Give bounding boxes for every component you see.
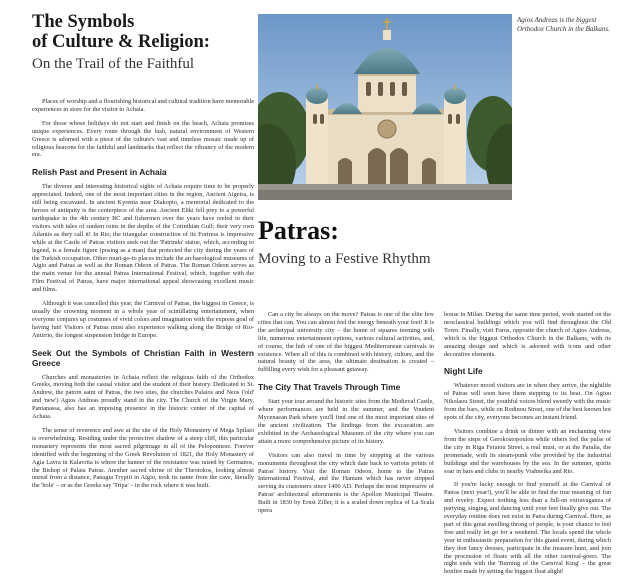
paragraph: Whatever mood visitors are in when they arrive, the nightlife of Patras will soon have them stepping to its beat. On Agiou Nikolaou Street, the youthful voices blend sweetly with the music from the bars, while on Rodinou Street, one of the best known hot spots of the city, everyone becomes an instant friend.	[444, 382, 611, 422]
agios-andreas-church-illustration	[258, 14, 512, 200]
title-line-2: of Culture & Religion:	[32, 32, 210, 52]
patras-title: Patras:	[258, 216, 339, 245]
photo-caption: Agios Andreas is the biggest Orthodox Church in the Balkans.	[517, 16, 610, 33]
paragraph: Although it was cancelled this year, the Carnival of Patras, the biggest in Greece, is usually the crowning moment in a whole year of scintillating entertainment, when everyone conjures up costumes of vivid colors and imagination with the express goal of having fun! Visitors of Patras must also experience walking along the Bridge of Rio-Antirrio, the longest suspension bridge in Europe.	[32, 300, 254, 339]
section-heading: Seek Out the Symbols of Christian Faith in Western Greece	[32, 347, 254, 368]
right-column	[444, 311, 611, 582]
paragraph: Visitors can also travel in time by stopping at the various monuments throughout the city which date back to various points of Patras' history. Visit the Roman Odeon, home to the Patras International Festival, and the Hamam which has never stopped serving its customers since 1400 AD. Perhaps the most impressive of Patras' architectural adornments is the Apollon Municipal Theatre. Built in 1830 by Ernst Ziller, it is a scaled down replica of La Scala opera	[258, 451, 434, 515]
article-title	[32, 12, 257, 52]
church-photo	[258, 14, 512, 200]
paragraph: For those whose holidays do not start and finish on the beach, Achaia promises unique experiences. Every route through the lush, natural environment of Western Greece is adorned with a piece of the culture's vast and timeless mosaic made up of religious beacons for the faithful and landmarks that reflect the vibrancy of the modern era.	[32, 119, 254, 159]
paragraph: Churches and monasteries in Achaia reflect the religious faith of the Orthodox Greeks, moving both the casual visitor and the student of their history. Dedicated to St. Andrew, the patron saint of Patras, the two sites, the churches Palaios and Neos ('old' and 'new') Agios Andreas proudly stand in the city. The Church of the Virgin Mary, Pantanassa, also has an imposing presence in the historic center of the capital of Achaia.	[32, 373, 254, 421]
paragraph: Can a city be always on the move? Patras is one of the elite few cities that can. You can almost feel the energy beneath your feet! It is the archetypal university city – the home of squares teeming with life, numerous entertainment options, various cultural activities, and, of course, the hub of one of the biggest Mediterranean carnivals in existence. When all of this is combined with history, culture, and the natural beauty of the area, the ultimate destination is created – fulfilling every wish for a pleasant getaway.	[258, 311, 434, 374]
paragraph: Start your tour around the historic sites from the Medieval Castle, where performances are held in the summer, and the Voudeni Mycenaean Park where you'll find one of the most important sites of the ancient civilization. The findings from the excavation are exhibited in the Archaeological Museum of the city where you can attain a more comprehensive picture of its history.	[258, 398, 434, 445]
paragraph: If you're lucky enough to find yourself at the Carnival of Patras (next year!), you'll be able to find the true meaning of fun and revelry. Expect nothing less than a full-on extravaganza of partying, singing, and dancing until your feet finally give out. The everyday routine does not exist in Patra during Carnival. Here, as part of this great swelling throng of people, is your chance to feel free and really let go for a weekend. The locals spend the whole year in enthusiastic preparation for this grand event, during which they don fancy dresses, participate in the treasure hunt, and join the procession of floats with all the other carnival-goers. The night ends with the 'Burning of the Carnival King' – the great bonfire made by setting the biggest float alight!	[444, 481, 611, 576]
patras-subtitle: Moving to a Festive Rhythm	[258, 251, 431, 267]
paragraph: Visitors combine a drink or dinner with an enchanting view from the steps of Gerokostopoulou while others feel the pulse of the city in Riga Feraiou Street, a real must, or at the Paralia, the promenade, with its steam-punk vibe provided by the industrial buildings and the warehouses by the sea. In the summer, spirits soar in bars and clubs in nearby Vrahneika and Rio.	[444, 427, 611, 475]
paragraph: house in Milan. During the same time period, work started on the neoclassical buildings which you will find throughout the Old Town. Finally, visit Faros, opposite the church of Agios Andreas, which is the biggest Orthodox Church in the Balkans, with its amazing design and which is adorned with icons and other decorative elements.	[444, 311, 611, 358]
title-line-1: The Symbols	[32, 12, 135, 32]
paragraph: The sense of reverence and awe at the site of the Holy Monastery of Mega Spilaio is overwhelming. Residing under the protective shadow of a steep cliff, this particular monastery represents the most sacred pilgrimage in all of the Peloponnese. Forever identified with the beginning of the Greek Revolution of 1821, the Holy Monastery of Agia Lavra in Kalavrita is where the banner of the resistance was raised by Germanos, the Bishop of Palaia Patras. Another sacred shrine of the Theotokos, looking almost unreal from a distance, Panagia Trypiti in Aigio, took its name from the cave, literally the 'hole' – or as the Greeks say 'Tripa' – in the rock where it was built.	[32, 427, 254, 490]
middle-column	[258, 311, 434, 521]
intro-paragraph: Places of worship and a flourishing historical and cultural tradition have memorable experiences in store for the visitor to Achaia.	[32, 98, 254, 113]
section-heading: Relish Past and Present in Achaia	[32, 167, 167, 178]
left-column	[32, 98, 254, 496]
paragraph: The diverse and interesting historical sights of Achaia require time to be properly appreciated. Indeed, one of the most important cities in the region, Ancient Aigeira, is still being excavated. In ancient Kyrenia near Diakopto, a memorial dedicated to the heroes of antiquity is the centerpiece of the area. Ancient Eliki fell prey to a powerful earthquake in the 4th century BC and fishermen over the years have reeled in their visitors with tales of sunken ruins in the depths of the Corinthian Gulf; their very own Atlantis as they call it! In Rio, the triangular construction of its Fortress is impressive while at the Castle of Patras visitors seek out the 'Patrinda' statue, which, according to legend, is a female figure (posing as a man) that protected the city during the years of the Turkish occupation. Other must-go-to places include the archaeological museums of Aigio and Patras as well as the Roman Odeon of Patras. The Roman Odeon serves as the main venue for the annual Patras International Festival, which, together with the Film Festival of Patras, have major international appeal showcasing excellent music and films.	[32, 183, 254, 294]
section-heading: The City That Travels Through Time	[258, 382, 401, 393]
article-subtitle: On the Trail of the Faithful	[32, 56, 195, 72]
section-heading: Night Life	[444, 366, 483, 377]
